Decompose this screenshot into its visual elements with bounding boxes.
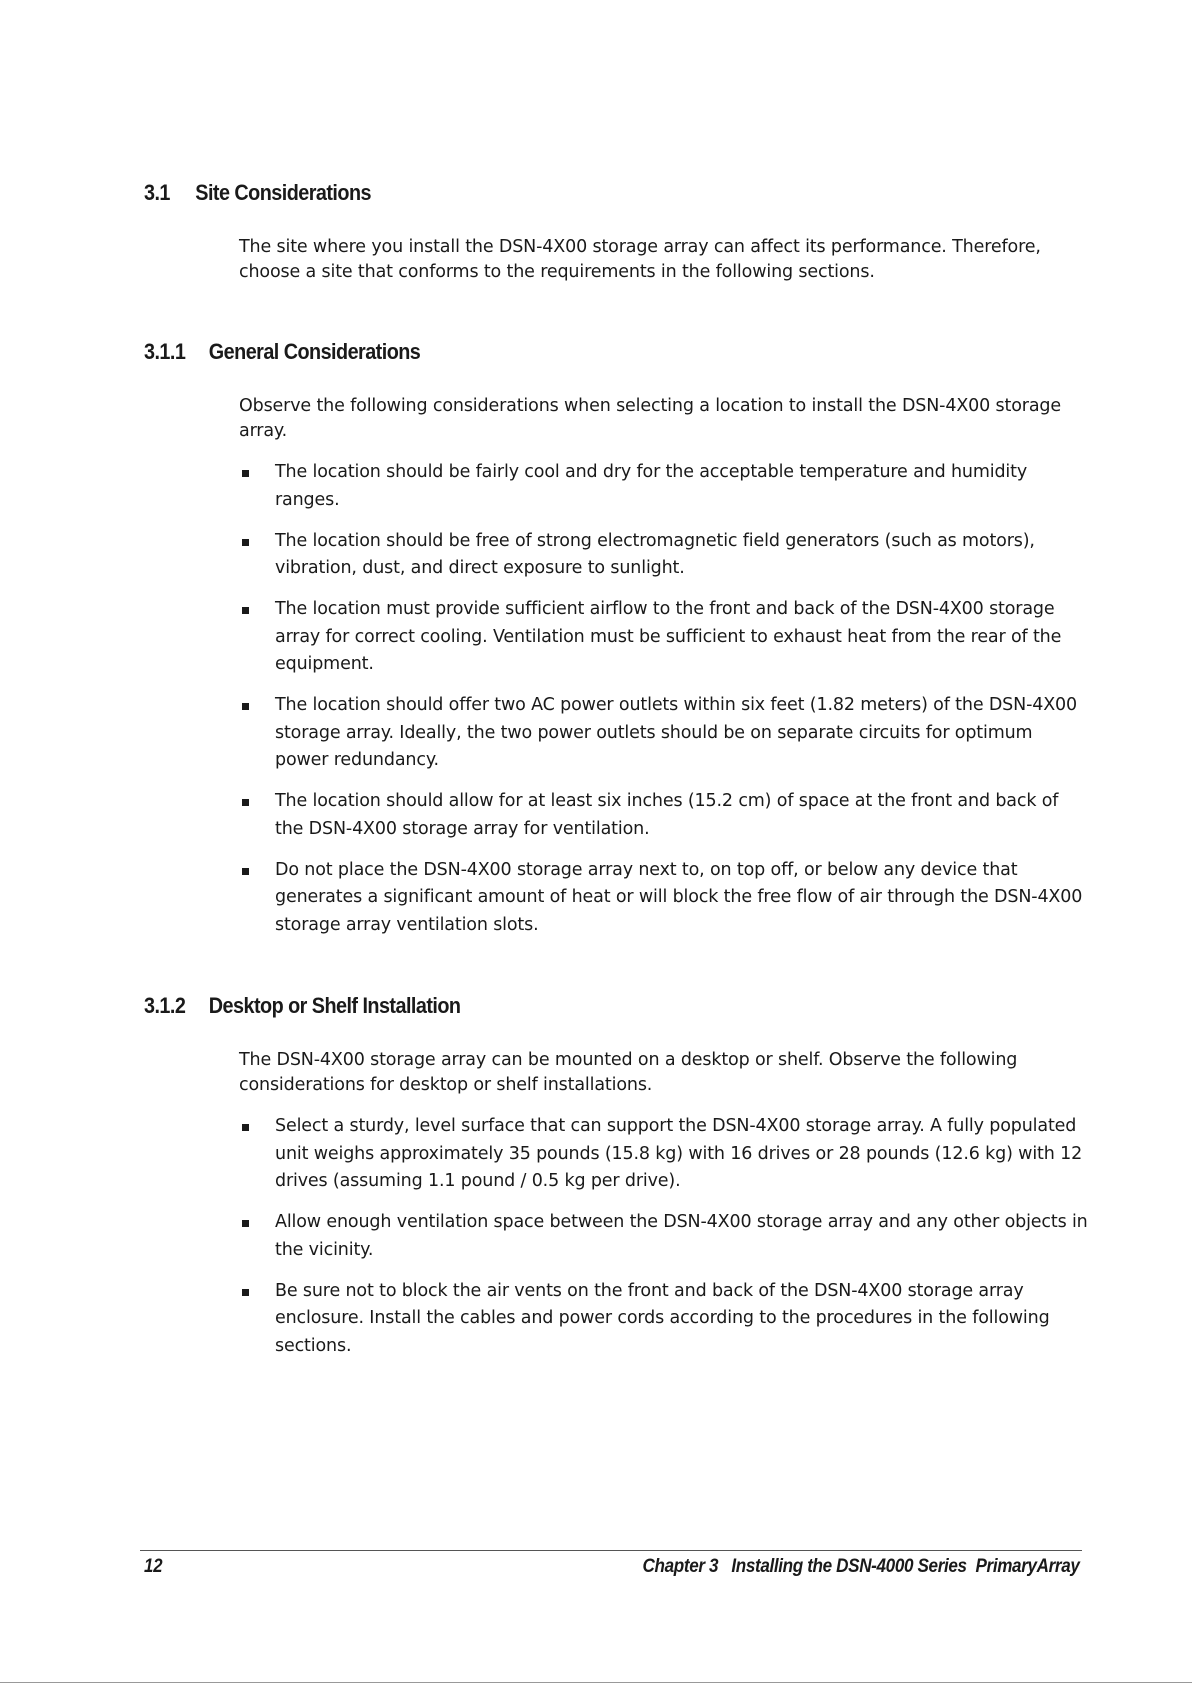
list-item — [239, 692, 1089, 775]
bullet-square-icon — [242, 539, 249, 546]
list-item — [239, 459, 1089, 514]
section-number: 3.1.1 — [144, 339, 186, 364]
section-number: 3.1.2 — [144, 993, 186, 1018]
list-item — [239, 528, 1089, 583]
list-item-text: Be sure not to block the air vents on the front and back of the DSN-4X00 storage array enclosure. Install the cables and power cords according to the procedures in the following sections. — [275, 1280, 1050, 1356]
section-heading-3-1-1 — [144, 339, 420, 365]
bullet-square-icon — [242, 703, 249, 710]
list-item — [239, 596, 1089, 679]
bullet-square-icon — [242, 607, 249, 614]
section-paragraph: The site where you install the DSN-4X00 storage array can affect its performance. Therefore, choose a site that conforms to the requirements in the following sections. — [239, 237, 1041, 282]
footer-divider — [140, 1550, 1082, 1551]
bullet-square-icon — [242, 1289, 249, 1296]
list-item-text: The location should allow for at least six inches (15.2 cm) of space at the front and back of the DSN-4X00 storage array for ventilation. — [275, 791, 1059, 839]
list-item-text: Allow enough ventilation space between the DSN-4X00 storage array and any other objects in the vicinity. — [275, 1212, 1088, 1260]
bullet-square-icon — [242, 1220, 249, 1227]
list-item-text: Select a sturdy, level surface that can support the DSN-4X00 storage array. A fully populated unit weighs approximately 35 pounds (15.8 kg) with 16 drives or 28 pounds (12.6 kg) with 12 drives (assuming 1.1 pound / 0.5 kg per drive). — [275, 1116, 1083, 1191]
list-item-text: The location should be fairly cool and dry for the acceptable temperature and humidity ranges. — [275, 462, 1028, 510]
list-item — [239, 1113, 1089, 1196]
section-title: Desktop or Shelf Installation — [208, 993, 461, 1018]
list-item — [239, 1209, 1089, 1264]
list-item-text: The location should offer two AC power outlets within six feet (1.82 meters) of the DSN-4X00 storage array. Ideally, the two power outlets should be on separate circuits for optimum power redundancy. — [275, 695, 1078, 770]
bullet-square-icon — [242, 470, 249, 477]
section-paragraph: The DSN-4X00 storage array can be mounted on a desktop or shelf. Observe the following considerations for desktop or shelf installations. — [239, 1050, 1018, 1095]
list-item — [239, 788, 1089, 843]
bullet-square-icon — [242, 868, 249, 875]
list-item-text: Do not place the DSN-4X00 storage array next to, on top off, or below any device that generates a significant amount of heat or will block the free flow of air through the DSN-4X00 storage array ventilation slots. — [275, 859, 1083, 935]
page-number: 12 — [144, 1556, 163, 1577]
list-item — [239, 1278, 1089, 1361]
list-item-text: The location must provide sufficient airflow to the front and back of the DSN-4X00 storage array for correct cooling. Ventilation must be sufficient to exhaust heat from the rear of the equipment. — [275, 599, 1062, 674]
bullet-square-icon — [242, 1124, 249, 1131]
list-item — [239, 857, 1089, 940]
section-number: 3.1 — [144, 180, 170, 205]
bullet-list-general-considerations — [239, 459, 1089, 953]
section-paragraph: Observe the following considerations when selecting a location to install the DSN-4X00 storage array. — [239, 396, 1061, 441]
page-bottom-edge — [0, 1682, 1192, 1683]
section-title: General Considerations — [208, 339, 421, 364]
list-item-text: The location should be free of strong electromagnetic field generators (such as motors), vibration, dust, and direct exposure to sunlight. — [275, 530, 1035, 578]
running-footer-title: Chapter 3 Installing the DSN-4000 Series PrimaryArray — [643, 1556, 1080, 1577]
section-heading-3-1 — [144, 180, 371, 206]
bullet-square-icon — [242, 799, 249, 806]
bullet-list-desktop-installation — [239, 1113, 1089, 1374]
section-title: Site Considerations — [195, 180, 371, 205]
section-heading-3-1-2 — [144, 993, 460, 1019]
